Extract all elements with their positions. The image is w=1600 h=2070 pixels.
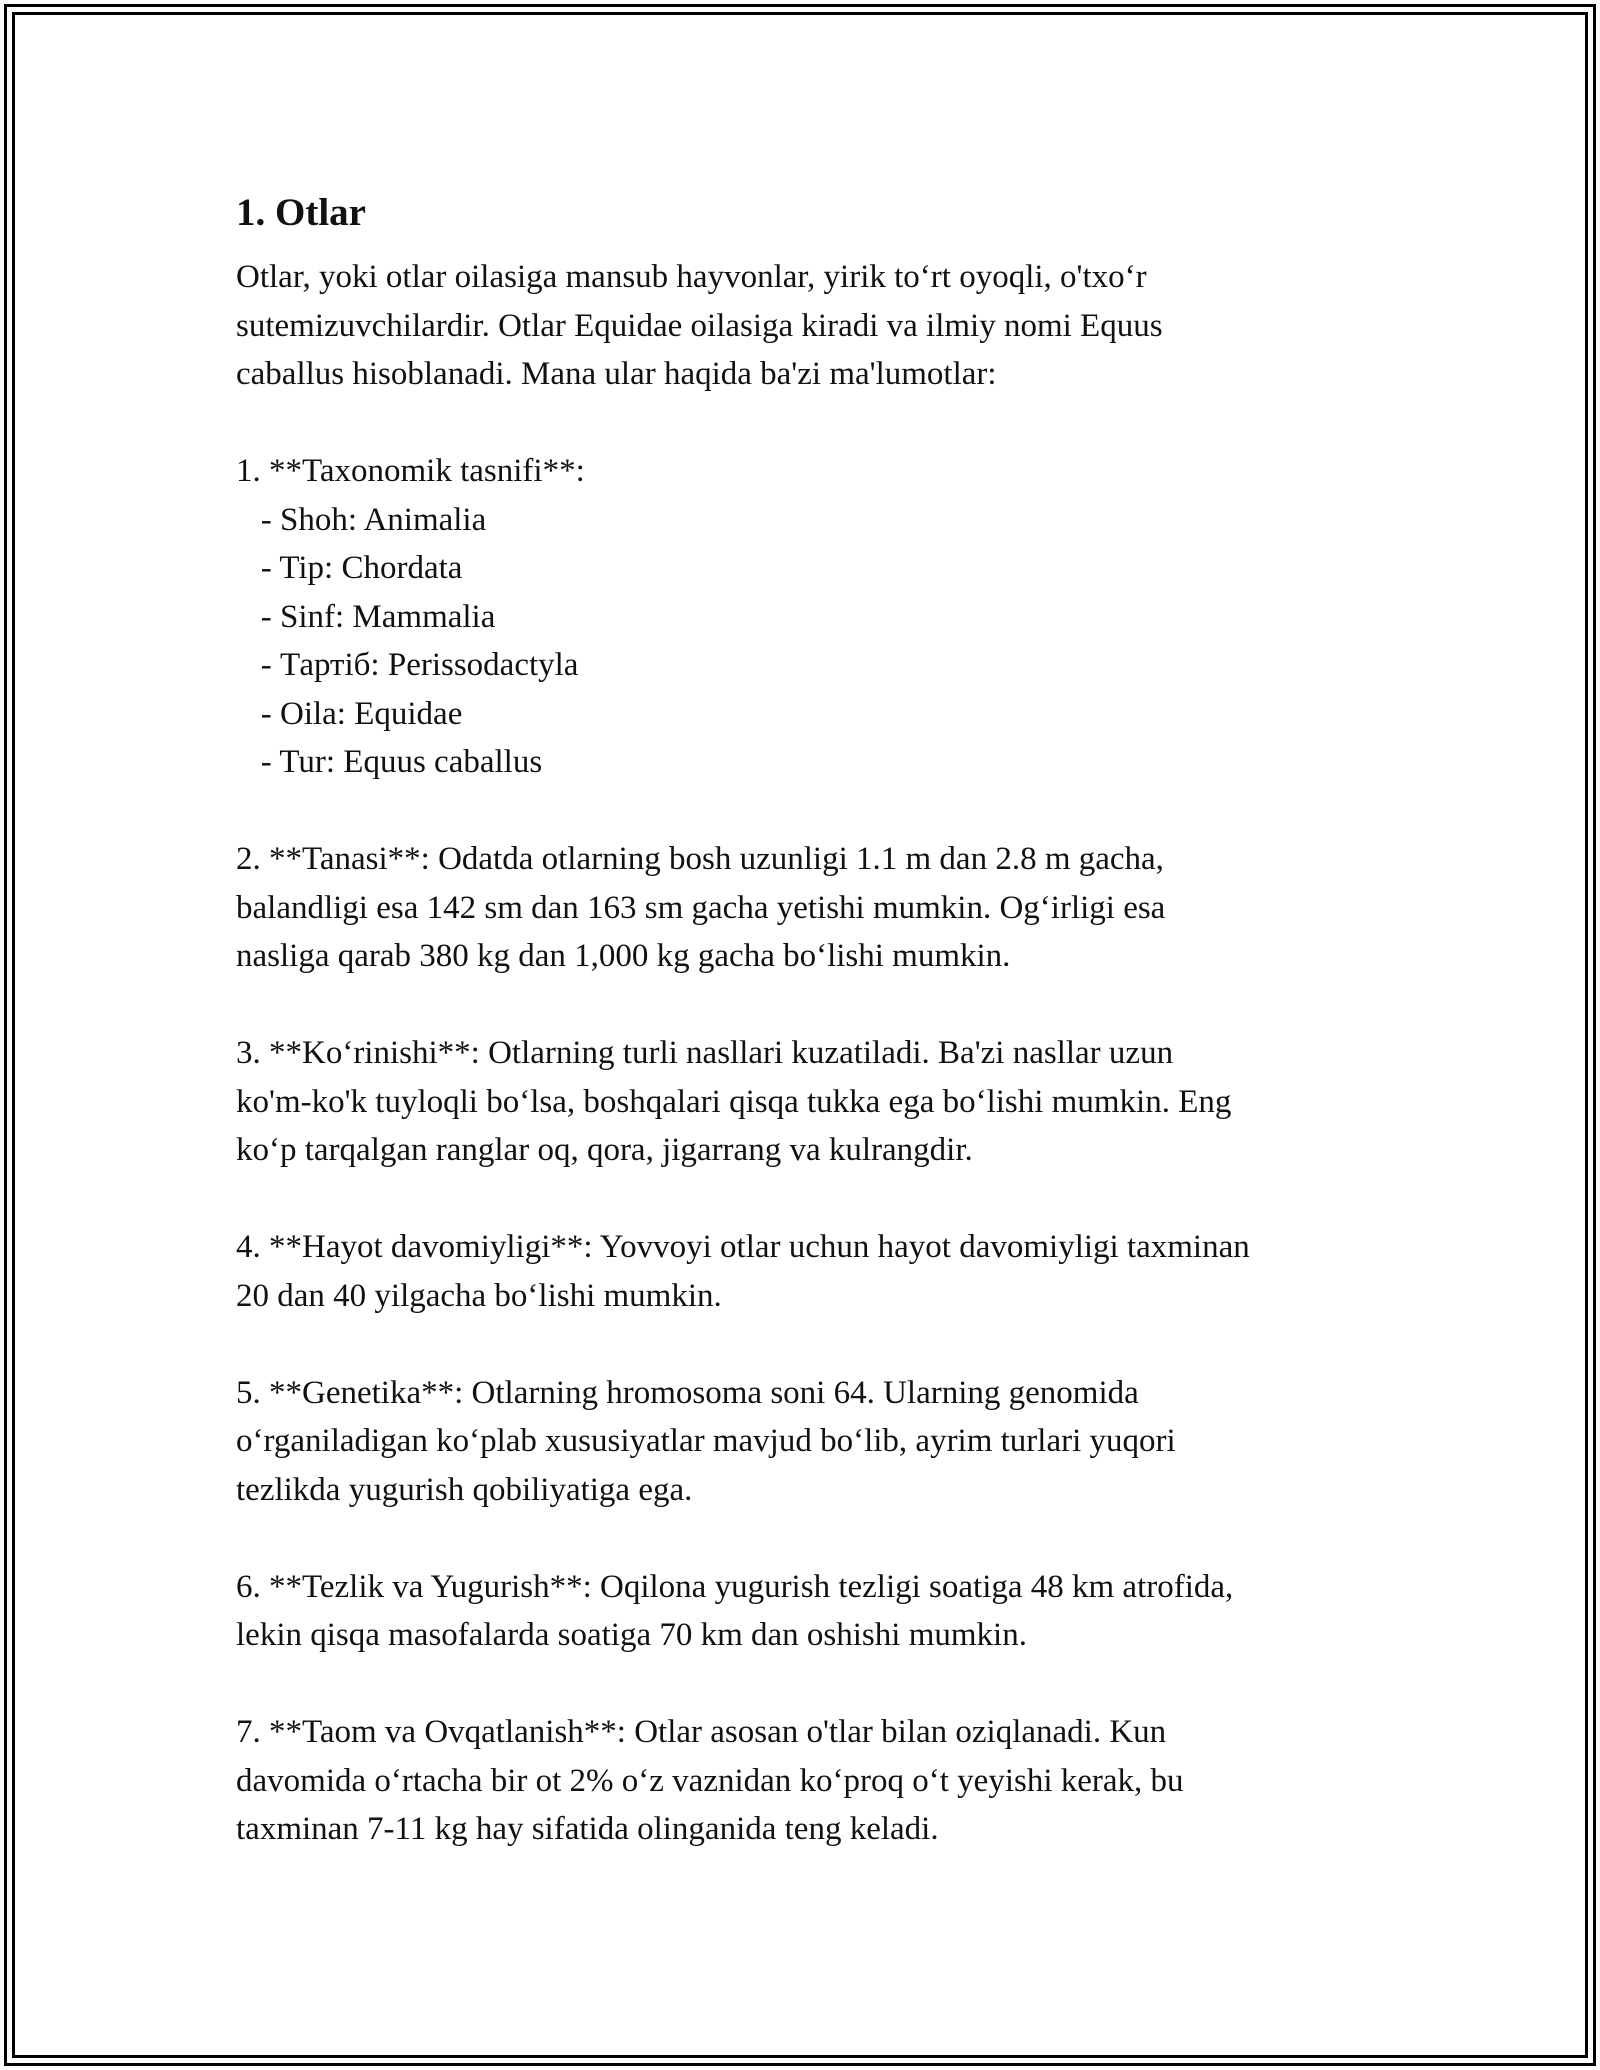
document-heading: 1. Otlar: [236, 191, 366, 234]
document-content: [236, 185, 1386, 1854]
document-body-text: Otlar, yoki otlar oilasiga mansub hayvonlar, yirik to‘rt oyoqli, o'txo‘r sutemizuvchilardir. Otlar Equidae oilasiga kiradi va ilmiy nomi Equus caballus hisoblanadi. Mana ular haqida ba'zi ma'lumotlar: 1. **Taxonomik tasnifi**: - Shoh: Animalia - Tip: Chordata - Sinf: Mammalia - Тартiб: Perissodactyla - Oila: Equidae - Tur: Equus caballus 2. **Tanasi**: Odatda otlarning bosh uzunligi 1.1 m dan 2.8 m gacha, balandligi esa 142 sm dan 163 sm gacha yetishi mumkin. Og‘irligi esa nasliga qarab 380 kg dan 1,000 kg gacha bo‘lishi mumkin. 3. **Ko‘rinishi**: Otlarning turli nasllari kuzatiladi. Ba'zi nasllar uzun ko'm-ko'k tuyloqli bo‘lsa, boshqalari qisqa tukka ega bo‘lishi mumkin. Eng ko‘p tarqalgan ranglar oq, qora, jigarrang va kulrangdir. 4. **Hayot davomiyligi**: Yovvoyi otlar uchun hayot davomiyligi taxminan 20 dan 40 yilgacha bo‘lishi mumkin. 5. **Genetika**: Otlarning hromosoma soni 64. Ularning genomida o‘rganiladigan ko‘plab xususiyatlar mavjud bo‘lib, ayrim turlari yuqori tezlikda yugurish qobiliyatiga ega. 6. **Tezlik va Yugurish**: Oqilona yugurish tezligi soatiga 48 km atrofida, lekin qisqa masofalarda soatiga 70 km dan oshishi mumkin. 7. **Taom va Ovqatlanish**: Otlar asosan o'tlar bilan oziqlanadi. Kun davomida o‘rtacha bir ot 2% o‘z vaznidan ko‘proq o‘t yeyishi kerak, bu taxminan 7-11 kg hay sifatida olinganida teng keladi.: [236, 259, 1250, 1847]
